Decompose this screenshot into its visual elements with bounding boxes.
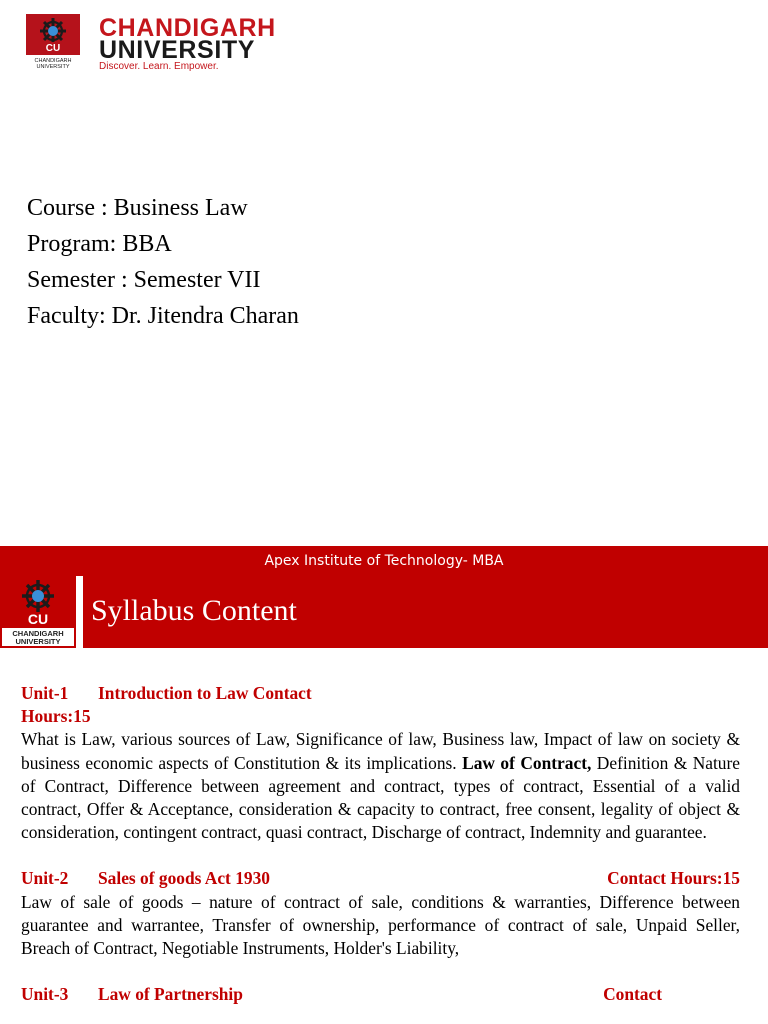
unit-1-heading [21, 682, 740, 705]
syllabus-slide [0, 546, 768, 1024]
institute-name: Apex Institute of Technology- MBA [264, 553, 504, 569]
institute-band [0, 546, 768, 576]
slide-title: Syllabus Content [91, 594, 297, 627]
unit-title: Introduction to Law Contact [98, 683, 312, 703]
course-info [27, 190, 299, 334]
logo-name-line2: UNIVERSITY [99, 36, 256, 64]
svg-text:UNIVERSITY: UNIVERSITY [36, 64, 70, 70]
svg-text:CHANDIGARH: CHANDIGARH [12, 629, 64, 638]
unit-1-text-b: Definition & Nature of Contract, Difference between agreement and contract, types of contract, Essential of a valid contract, Offer & Acceptance, consideration & capacity to contract, free consent, legality of object & consideration, contingent contract, quasi contract, Discharge of contract, Indemnity and guarantee. [21, 752, 741, 843]
unit-hours: Contact [603, 984, 662, 1005]
unit-hours: Contact Hours:15 [607, 868, 740, 889]
unit-3-heading [21, 983, 740, 1006]
unit-number: Unit-3 [21, 984, 69, 1005]
unit-1-text-a: What is Law, various sources of Law, Significance of law, Business law, Impact of law on society & business economic aspects of Constitution & its implications. [21, 729, 740, 773]
semester-line: Semester : Semester VII [27, 267, 261, 293]
unit-1-text-bold: Law of Contract, [462, 752, 592, 773]
unit-1-hours [21, 705, 740, 728]
logo-tagline: Discover. Learn. Empower. [99, 61, 219, 72]
course-line: Course : Business Law [27, 195, 248, 221]
unit-2-heading [21, 867, 740, 890]
syllabus-content [21, 682, 740, 1006]
unit-2-description: Law of sale of goods – nature of contract of sale, conditions & warranties, Difference between guarantee and warrantee, Transfer of ownership, performance of contract of sale, Unpaid Seller, Breach of Contract, Negotiable Instruments, Holder's Liability, [21, 891, 740, 959]
svg-text:CU: CU [27, 611, 49, 627]
unit-1-description [21, 728, 740, 844]
svg-text:UNIVERSITY: UNIVERSITY [15, 637, 61, 646]
unit-title: Sales of goods Act 1930 [98, 868, 270, 889]
cu-emblem-icon [26, 14, 80, 70]
university-logo [26, 14, 286, 74]
cu-emblem-small-icon [0, 576, 76, 648]
program-line: Program: BBA [27, 231, 172, 257]
logo-name-line1: CHANDIGARH [99, 14, 276, 42]
unit-number: Unit-1 [21, 683, 69, 703]
svg-text:CU: CU [45, 43, 61, 54]
unit-title: Law of Partnership [98, 984, 243, 1005]
svg-text:CHANDIGARH: CHANDIGARH [34, 58, 72, 64]
faculty-line: Faculty: Dr. Jitendra Charan [27, 303, 299, 329]
title-band [83, 576, 768, 648]
unit-number: Unit-2 [21, 868, 69, 889]
unit-hours: Hours:15 [21, 706, 91, 727]
